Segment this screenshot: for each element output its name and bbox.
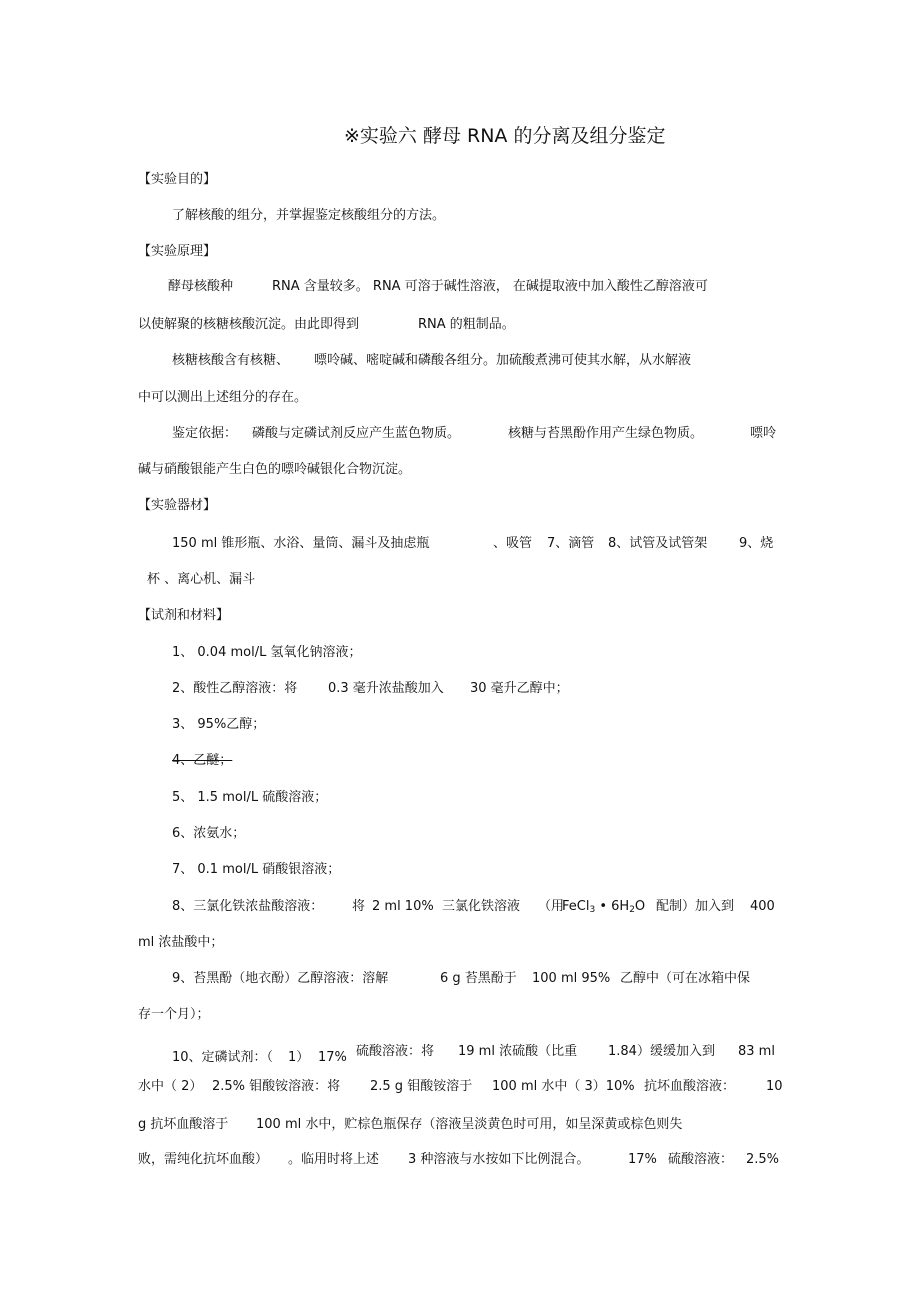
reagent-item: 败，需纯化抗坏血酸）	[138, 1152, 269, 1167]
reagent-item: 2.5 g 钼酸铵溶于	[370, 1079, 473, 1094]
reagent-item: 1）	[288, 1050, 310, 1065]
heading-purpose: 【实验目的】	[138, 172, 217, 187]
equipment-text: 、吸管	[493, 536, 533, 551]
principle-text: 核糖核酸含有核糖、	[172, 353, 290, 368]
reagent-item: （用	[538, 899, 565, 914]
reagent-item: 抗坏血酸溶液：	[644, 1079, 736, 1094]
reagent-item: 17%	[628, 1152, 657, 1167]
formula-subscript: 2	[629, 905, 635, 915]
reagent-item: 6、浓氨水；	[172, 826, 246, 841]
principle-text: 以使解聚的核糖核酸沉淀。由此即得到	[138, 317, 360, 332]
formula-part: • 6H	[595, 899, 630, 914]
equipment-text: 杯 、离心机、漏斗	[147, 572, 256, 587]
reagent-item: ml 浓盐酸中；	[138, 935, 224, 950]
equipment-text: 9、烧	[739, 536, 774, 551]
heading-reagents: 【试剂和材料】	[138, 608, 230, 623]
reagent-item: 3 种溶液与水按如下比例混合。	[408, 1152, 590, 1167]
reagent-item: 9、苔黑酚（地衣酚）乙醇溶液：溶解	[172, 971, 389, 986]
principle-text: 鉴定依据：	[172, 426, 238, 441]
reagent-item: 7、 0.1 mol/L 硝酸银溶液；	[172, 862, 341, 877]
principle-text: 核糖与苔黑酚作用产生绿色物质。	[508, 426, 704, 441]
reagent-item-struck: 4、乙醚；	[172, 753, 233, 768]
reagent-item: 1、 0.04 mol/L 氢氧化钠溶液；	[172, 645, 362, 660]
formula-subscript: 3	[589, 905, 596, 915]
reagent-item: 1.84）缓缓加入到	[608, 1044, 715, 1059]
principle-text: RNA 的粗制品。	[418, 317, 515, 332]
reagent-item: 3、 95%乙醇；	[172, 717, 266, 732]
reagent-item: 硫酸溶液：将	[356, 1044, 435, 1059]
principle-text: 酵母核酸种	[168, 279, 234, 294]
reagent-item: 三氯化铁溶液	[442, 899, 521, 914]
equipment-text: 7、滴管	[547, 536, 595, 551]
purpose-text: 了解核酸的组分，并掌握鉴定核酸组分的方法。	[172, 208, 446, 223]
reagent-item: 2.5%	[746, 1152, 780, 1167]
principle-text: RNA 含量较多。 RNA 可溶于碱性溶液， 在碱提取液中加入酸性乙醇溶液可	[272, 279, 708, 294]
reagent-item: g 抗坏血酸溶于	[138, 1117, 229, 1132]
principle-text: 嘌呤碱、嘧啶碱和磷酸各组分。加硫酸煮沸可使其水解，从水解液	[314, 353, 692, 368]
reagent-item: 2.5% 钼酸铵溶液：将	[212, 1079, 341, 1094]
chemical-formula	[562, 899, 645, 915]
reagent-item: 硫酸溶液：	[668, 1152, 734, 1167]
reagent-item: 19 ml 浓硫酸（比重	[458, 1044, 578, 1059]
reagent-item: 30 毫升乙醇中；	[470, 681, 569, 696]
reagent-item: 17%	[318, 1050, 347, 1065]
reagent-item: 100 ml 95%	[532, 971, 611, 986]
formula-part: FeCl	[562, 899, 590, 914]
reagent-item: 乙醇中（可在冰箱中保	[620, 971, 751, 986]
reagent-item: 将	[352, 899, 366, 914]
page-title: ※实验六 酵母 RNA 的分离及组分鉴定	[344, 125, 666, 147]
reagent-item: 5、 1.5 mol/L 硫酸溶液；	[172, 790, 328, 805]
principle-text: 嘌呤	[750, 426, 777, 441]
reagent-item: 水中（ 2）	[138, 1079, 203, 1094]
principle-text: 磷酸与定磷试剂反应产生蓝色物质。	[252, 426, 461, 441]
equipment-text: 8、试管及试管架	[608, 536, 708, 551]
reagent-item: 2、酸性乙醇溶液：将	[172, 681, 298, 696]
principle-text: 中可以测出上述组分的存在。	[138, 390, 308, 405]
reagent-item: 2 ml 10%	[372, 899, 434, 914]
reagent-item: 配制）加入到	[656, 899, 735, 914]
equipment-text: 150 ml 锥形瓶、水浴、量筒、漏斗及抽虑瓶	[172, 536, 430, 551]
heading-principle: 【实验原理】	[138, 244, 217, 259]
reagent-item: 10	[766, 1079, 783, 1094]
reagent-item: 83 ml	[738, 1044, 775, 1059]
reagent-item: 。临用时将上述	[288, 1152, 380, 1167]
principle-text: 碱与硝酸银能产生白色的嘌呤碱银化合物沉淀。	[138, 462, 412, 477]
reagent-item: 存一个月）；	[138, 1007, 210, 1022]
reagent-item: 100 ml 水中（ 3）10%	[492, 1079, 635, 1094]
formula-part: O	[634, 899, 646, 914]
reagent-item: 6 g 苔黑酚于	[440, 971, 517, 986]
heading-equipment: 【实验器材】	[138, 498, 217, 513]
reagent-item: 100 ml 水中，贮棕色瓶保存（溶液呈淡黄色时可用，如呈深黄或棕色则失	[256, 1117, 683, 1132]
reagent-item: 0.3 毫升浓盐酸加入	[328, 681, 444, 696]
reagent-item: 10、定磷试剂：（	[172, 1050, 274, 1065]
reagent-item: 400	[750, 899, 775, 914]
reagent-item: 8、三氯化铁浓盐酸溶液：	[172, 899, 324, 914]
